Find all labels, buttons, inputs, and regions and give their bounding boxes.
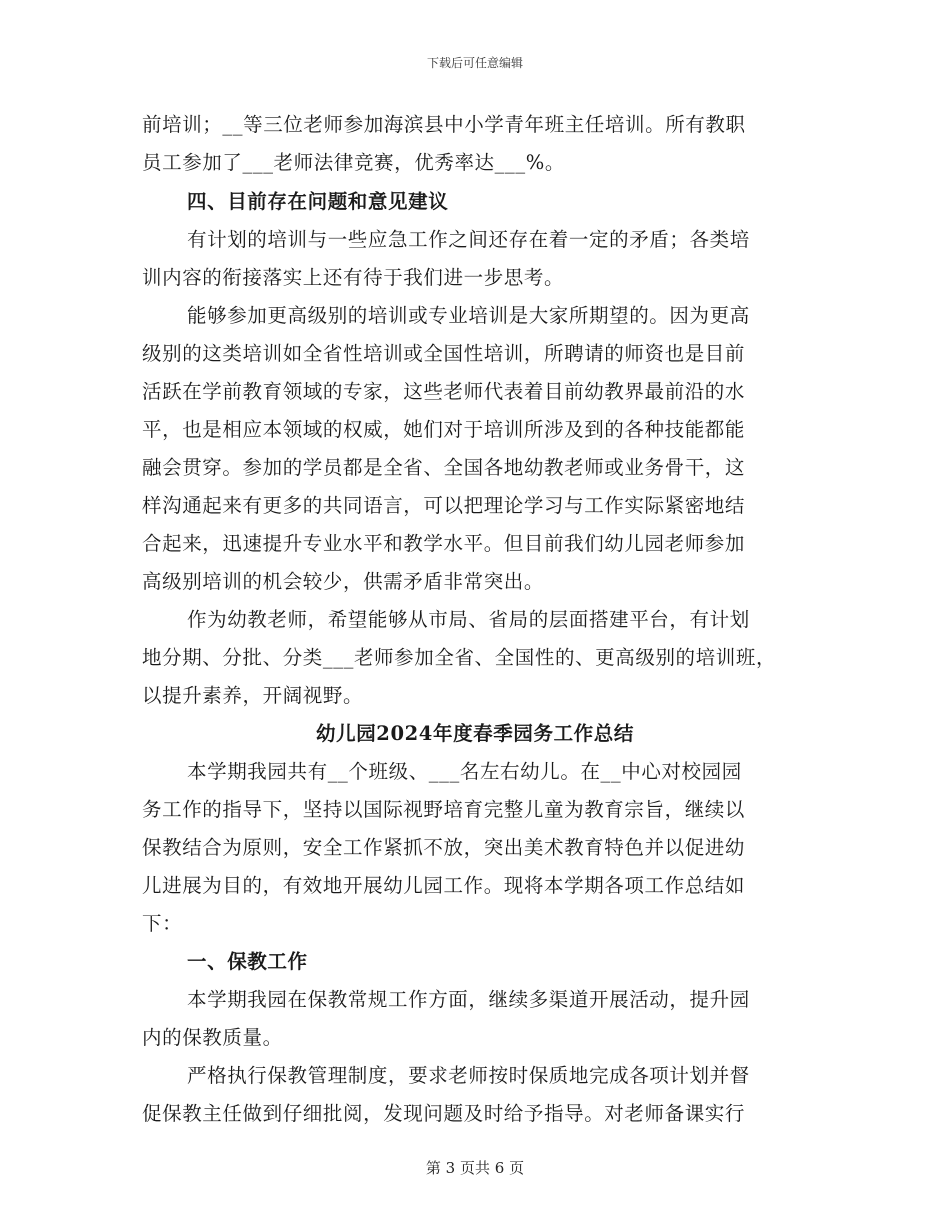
body-line: 高级别培训的机会较少，供需矛盾非常突出。 [142,570,545,593]
body-line: 地分期、分批、分类___老师参加全省、全国性的、更高级别的培训班， [142,646,777,669]
body-line: 级别的这类培训如全省性培训或全国性培训，所聘请的师资也是目前 [142,342,746,365]
page-header: 下载后可任意编辑 [426,56,523,70]
body-line: 内的保教质量。 [142,1026,283,1049]
body-line: 以提升素养，开阔视野。 [142,684,364,707]
body-line: 前培训；__等三位老师参加海滨县中小学青年班主任培训。所有教职 [142,113,746,136]
body-line: 儿进展为目的，有效地开展幼儿园工作。现将本学期各项工作总结如 [142,874,746,897]
body-line: 合起来，迅速提升专业水平和教学水平。但目前我们幼儿园老师参加 [142,532,746,555]
page-footer: 第 3 页共 6 页 [425,1159,525,1177]
document-title: 幼儿园2024年度春季园务工作总结 [316,722,634,745]
body-line: 训内容的衔接落实上还有待于我们进一步思考。 [142,266,565,289]
body-line: 样沟通起来有更多的共同语言，可以把理论学习与工作实际紧密地结 [142,494,746,517]
body-line: 活跃在学前教育领域的专家，这些老师代表着目前幼教界最前沿的水 [142,380,746,403]
body-line: 员工参加了___老师法律竞赛，优秀率达___%。 [142,151,565,174]
body-line: 促保教主任做到仔细批阅，发现问题及时给予指导。对老师备课实行 [142,1102,746,1125]
body-line: 严格执行保教管理制度，要求老师按时保质地完成各项计划并督 [187,1064,750,1087]
body-line: 作为幼教老师，希望能够从市局、省局的层面搭建平台，有计划 [187,608,750,631]
body-line: 融会贯穿。参加的学员都是全省、全国各地幼教老师或业务骨干，这 [142,456,746,479]
body-line: 保教结合为原则，安全工作紧抓不放，突出美术教育特色并以促进幼 [142,836,746,859]
body-line: 本学期我园共有__个班级、___名左右幼儿。在__中心对校园园 [187,760,742,783]
body-line: 能够参加更高级别的培训或专业培训是大家所期望的。因为更高 [187,304,750,327]
body-line: 平，也是相应本领域的权威，她们对于培训所涉及到的各种技能都能 [142,418,746,441]
section-heading: 四、目前存在问题和意见建议 [187,190,449,213]
body-line: 务工作的指导下，坚持以国际视野培育完整儿童为教育宗旨，继续以 [142,798,746,821]
section-heading: 一、保教工作 [187,950,308,973]
body-line: 下： [142,912,183,935]
body-line: 有计划的培训与一些应急工作之间还存在着一定的矛盾；各类培 [187,228,750,251]
body-line: 本学期我园在保教常规工作方面，继续多渠道开展活动，提升园 [187,988,750,1011]
